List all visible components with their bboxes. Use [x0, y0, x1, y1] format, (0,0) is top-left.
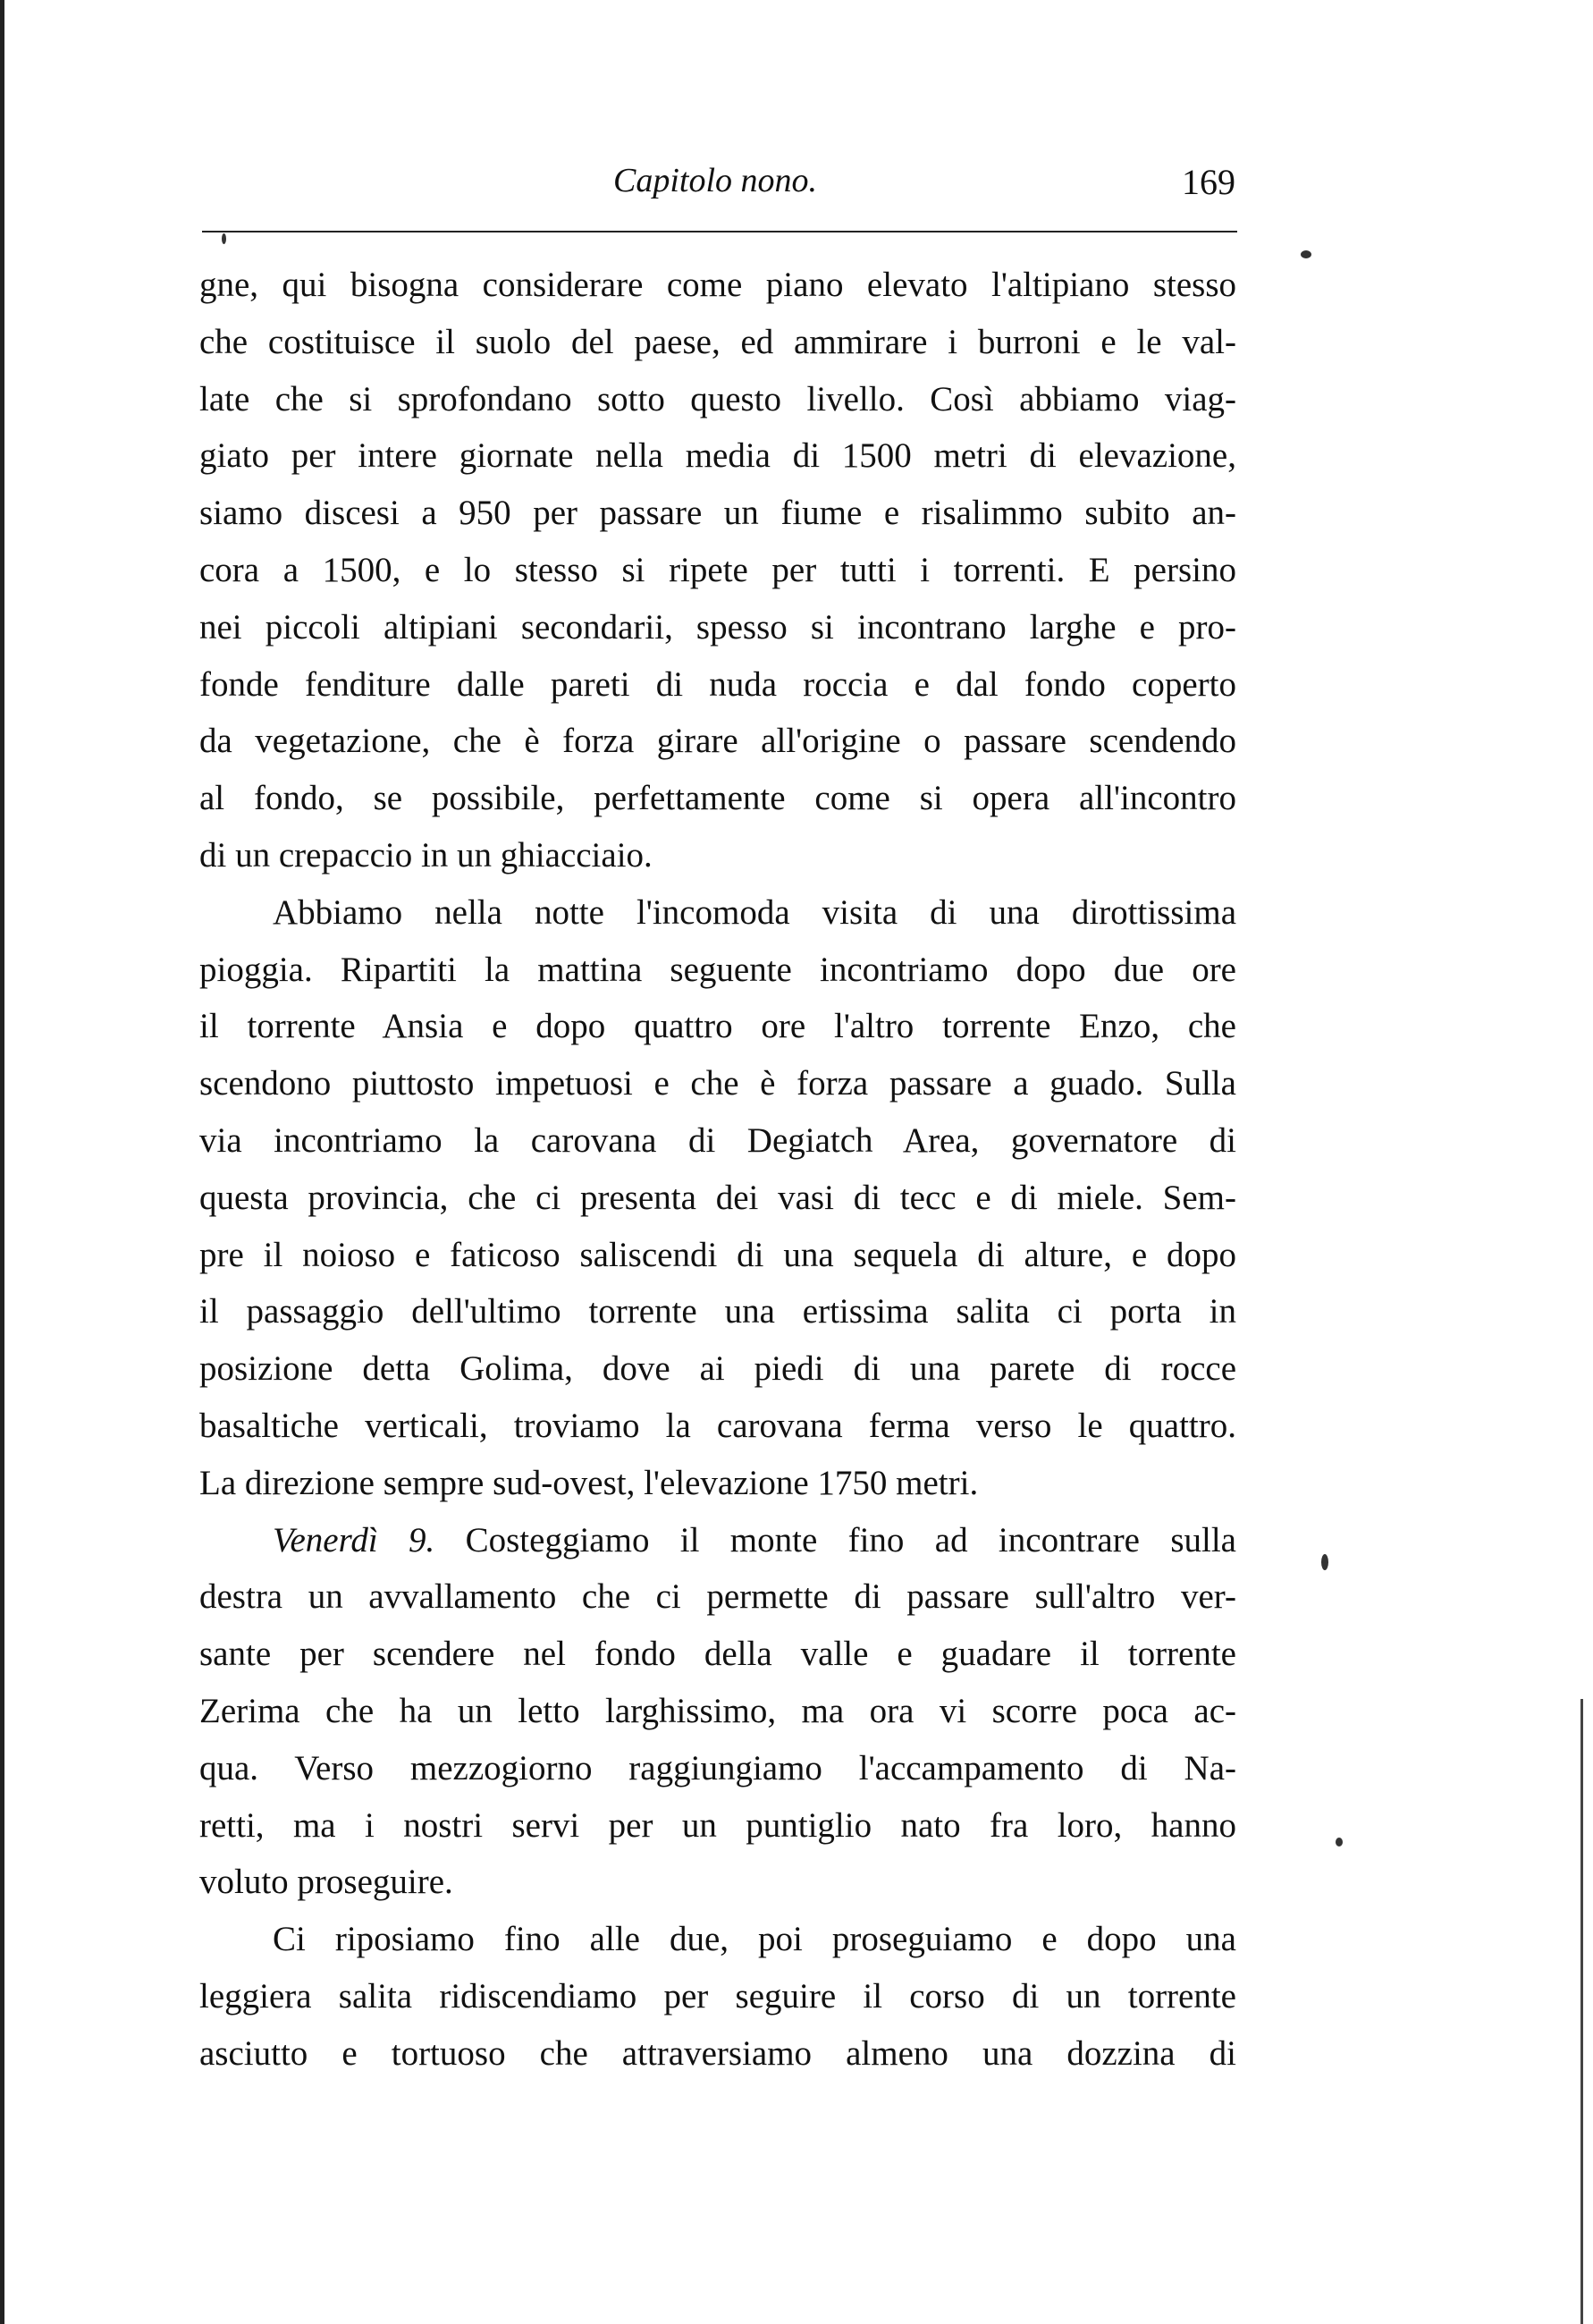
text-line — [199, 314, 1236, 371]
text-line — [199, 942, 1236, 999]
text-line — [199, 1112, 1236, 1170]
line-text: gne, qui bisogna considerare come piano elevato l'altipiano stesso — [199, 266, 1236, 304]
line-text: destra un avvallamento che ci permette di passare sull'altro ver- — [199, 1577, 1236, 1617]
line-text: via incontriamo la carovana di Degiatch Area, governatore di — [199, 1120, 1236, 1160]
line-text: nei piccoli altipiani secondarii, spesso si incontrano larghe e pro- — [199, 607, 1236, 646]
line-text: al fondo, se possibile, perfettamente come si opera all'incontro — [199, 779, 1236, 818]
scan-speck — [1336, 1838, 1343, 1847]
text-line — [199, 2025, 1236, 2083]
line-text: late che si sprofondano sotto questo livello. Così abbiamo viag- — [199, 379, 1236, 418]
line-text: Ci riposiamo fino alle due, poi proseguiamo e dopo una — [273, 1920, 1236, 1959]
text-line — [199, 656, 1236, 714]
text-line — [199, 770, 1236, 827]
paragraph — [199, 257, 1236, 884]
line-text: scendono piuttosto impetuosi e che è forza passare a guado. Sulla — [199, 1064, 1236, 1103]
scan-speck — [222, 233, 226, 244]
line-text: qua. Verso mezzogiorno raggiungiamo l'accampamento di Na- — [199, 1748, 1236, 1787]
text-line — [199, 485, 1236, 542]
text-line — [199, 827, 1236, 884]
header-rule — [202, 231, 1237, 232]
page-number: 169 — [1182, 162, 1235, 202]
text-line — [199, 713, 1236, 770]
line-text: asciutto e tortuoso che attraversiamo almeno una dozzina di — [199, 2033, 1236, 2073]
text-line — [199, 1170, 1236, 1227]
text-line — [199, 1055, 1236, 1112]
line-text: retti, ma i nostri servi per un puntiglio nato fra loro, hanno — [199, 1805, 1236, 1845]
line-text: leggiera salita ridiscendiamo per seguire il corso di un torrente — [199, 1976, 1236, 2016]
line-text: posizione detta Golima, dove ai piedi di una parete di rocce — [199, 1349, 1236, 1389]
line-text: siamo discesi a 950 per passare un fiume e risalimmo subito an- — [199, 494, 1236, 533]
text-line — [199, 257, 1236, 314]
line-text: da vegetazione, che è forza girare all'origine o passare scendendo — [199, 722, 1236, 761]
text-line — [199, 1512, 1236, 1569]
scan-left-edge — [0, 0, 4, 2324]
text-line — [199, 1683, 1236, 1740]
text-line — [199, 542, 1236, 599]
running-header-title: Capitolo nono. — [612, 162, 818, 199]
text-line — [199, 998, 1236, 1055]
text-line — [199, 1398, 1236, 1455]
line-text: voluto proseguire. — [199, 1863, 453, 1902]
scan-speck — [1301, 250, 1311, 258]
text-line — [199, 599, 1236, 656]
line-text: Abbiamo nella notte l'incomoda visita di una dirottissima — [273, 892, 1236, 932]
line-text: giato per intere giornate nella media di 1500 metri di elevazione, — [199, 436, 1236, 476]
line-text: basaltiche verticali, troviamo la carovana ferma verso le quattro. — [199, 1406, 1236, 1445]
page-body — [199, 257, 1236, 2083]
text-line — [199, 1568, 1236, 1626]
line-text: sante per scendere nel fondo della valle e guadare il torrente — [199, 1635, 1236, 1674]
text-line — [199, 371, 1236, 428]
line-text: La direzione sempre sud-ovest, l'elevazione 1750 metri. — [199, 1463, 979, 1502]
line-text: pre il noioso e faticoso saliscendi di una sequela di alture, e dopo — [199, 1235, 1236, 1274]
text-line — [199, 1854, 1236, 1911]
text-line — [199, 1911, 1236, 1968]
line-text: il torrente Ansia e dopo quattro ore l'altro torrente Enzo, che — [199, 1007, 1236, 1046]
line-text: pioggia. Ripartiti la mattina seguente incontriamo dopo due ore — [199, 950, 1236, 989]
text-line — [199, 1283, 1236, 1340]
date-heading: Venerdì 9. — [273, 1520, 435, 1559]
line-text: fonde fenditure dalle pareti di nuda roccia e dal fondo coperto — [199, 664, 1236, 704]
paragraph — [199, 1512, 1236, 1912]
text-line — [199, 427, 1236, 485]
line-text: che costituisce il suolo del paese, ed ammirare i burroni e le val- — [199, 322, 1236, 361]
text-line — [199, 884, 1236, 942]
text-line — [199, 1455, 1236, 1512]
scan-speck — [1321, 1554, 1328, 1570]
text-line — [199, 1968, 1236, 2025]
line-text: cora a 1500, e lo stesso si ripete per tutti i torrenti. E persino — [199, 550, 1236, 589]
scan-right-edge — [1580, 1699, 1583, 2324]
paragraph — [199, 884, 1236, 1512]
text-line — [199, 1626, 1236, 1683]
text-line — [199, 1797, 1236, 1855]
line-text: questa provincia, che ci presenta dei vasi di tecc e di miele. Sem- — [199, 1178, 1236, 1217]
text-line — [199, 1740, 1236, 1797]
line-text: di un crepaccio in un ghiacciaio. — [199, 835, 653, 875]
line-text: il passaggio dell'ultimo torrente una ertissima salita ci porta in — [199, 1292, 1236, 1331]
line-text: Costeggiamo il monte fino ad incontrare sulla — [434, 1520, 1236, 1559]
text-line — [199, 1227, 1236, 1284]
text-line — [199, 1340, 1236, 1398]
paragraph — [199, 1911, 1236, 2082]
line-text: Zerima che ha un letto larghissimo, ma ora vi scorre poca ac- — [199, 1691, 1236, 1730]
